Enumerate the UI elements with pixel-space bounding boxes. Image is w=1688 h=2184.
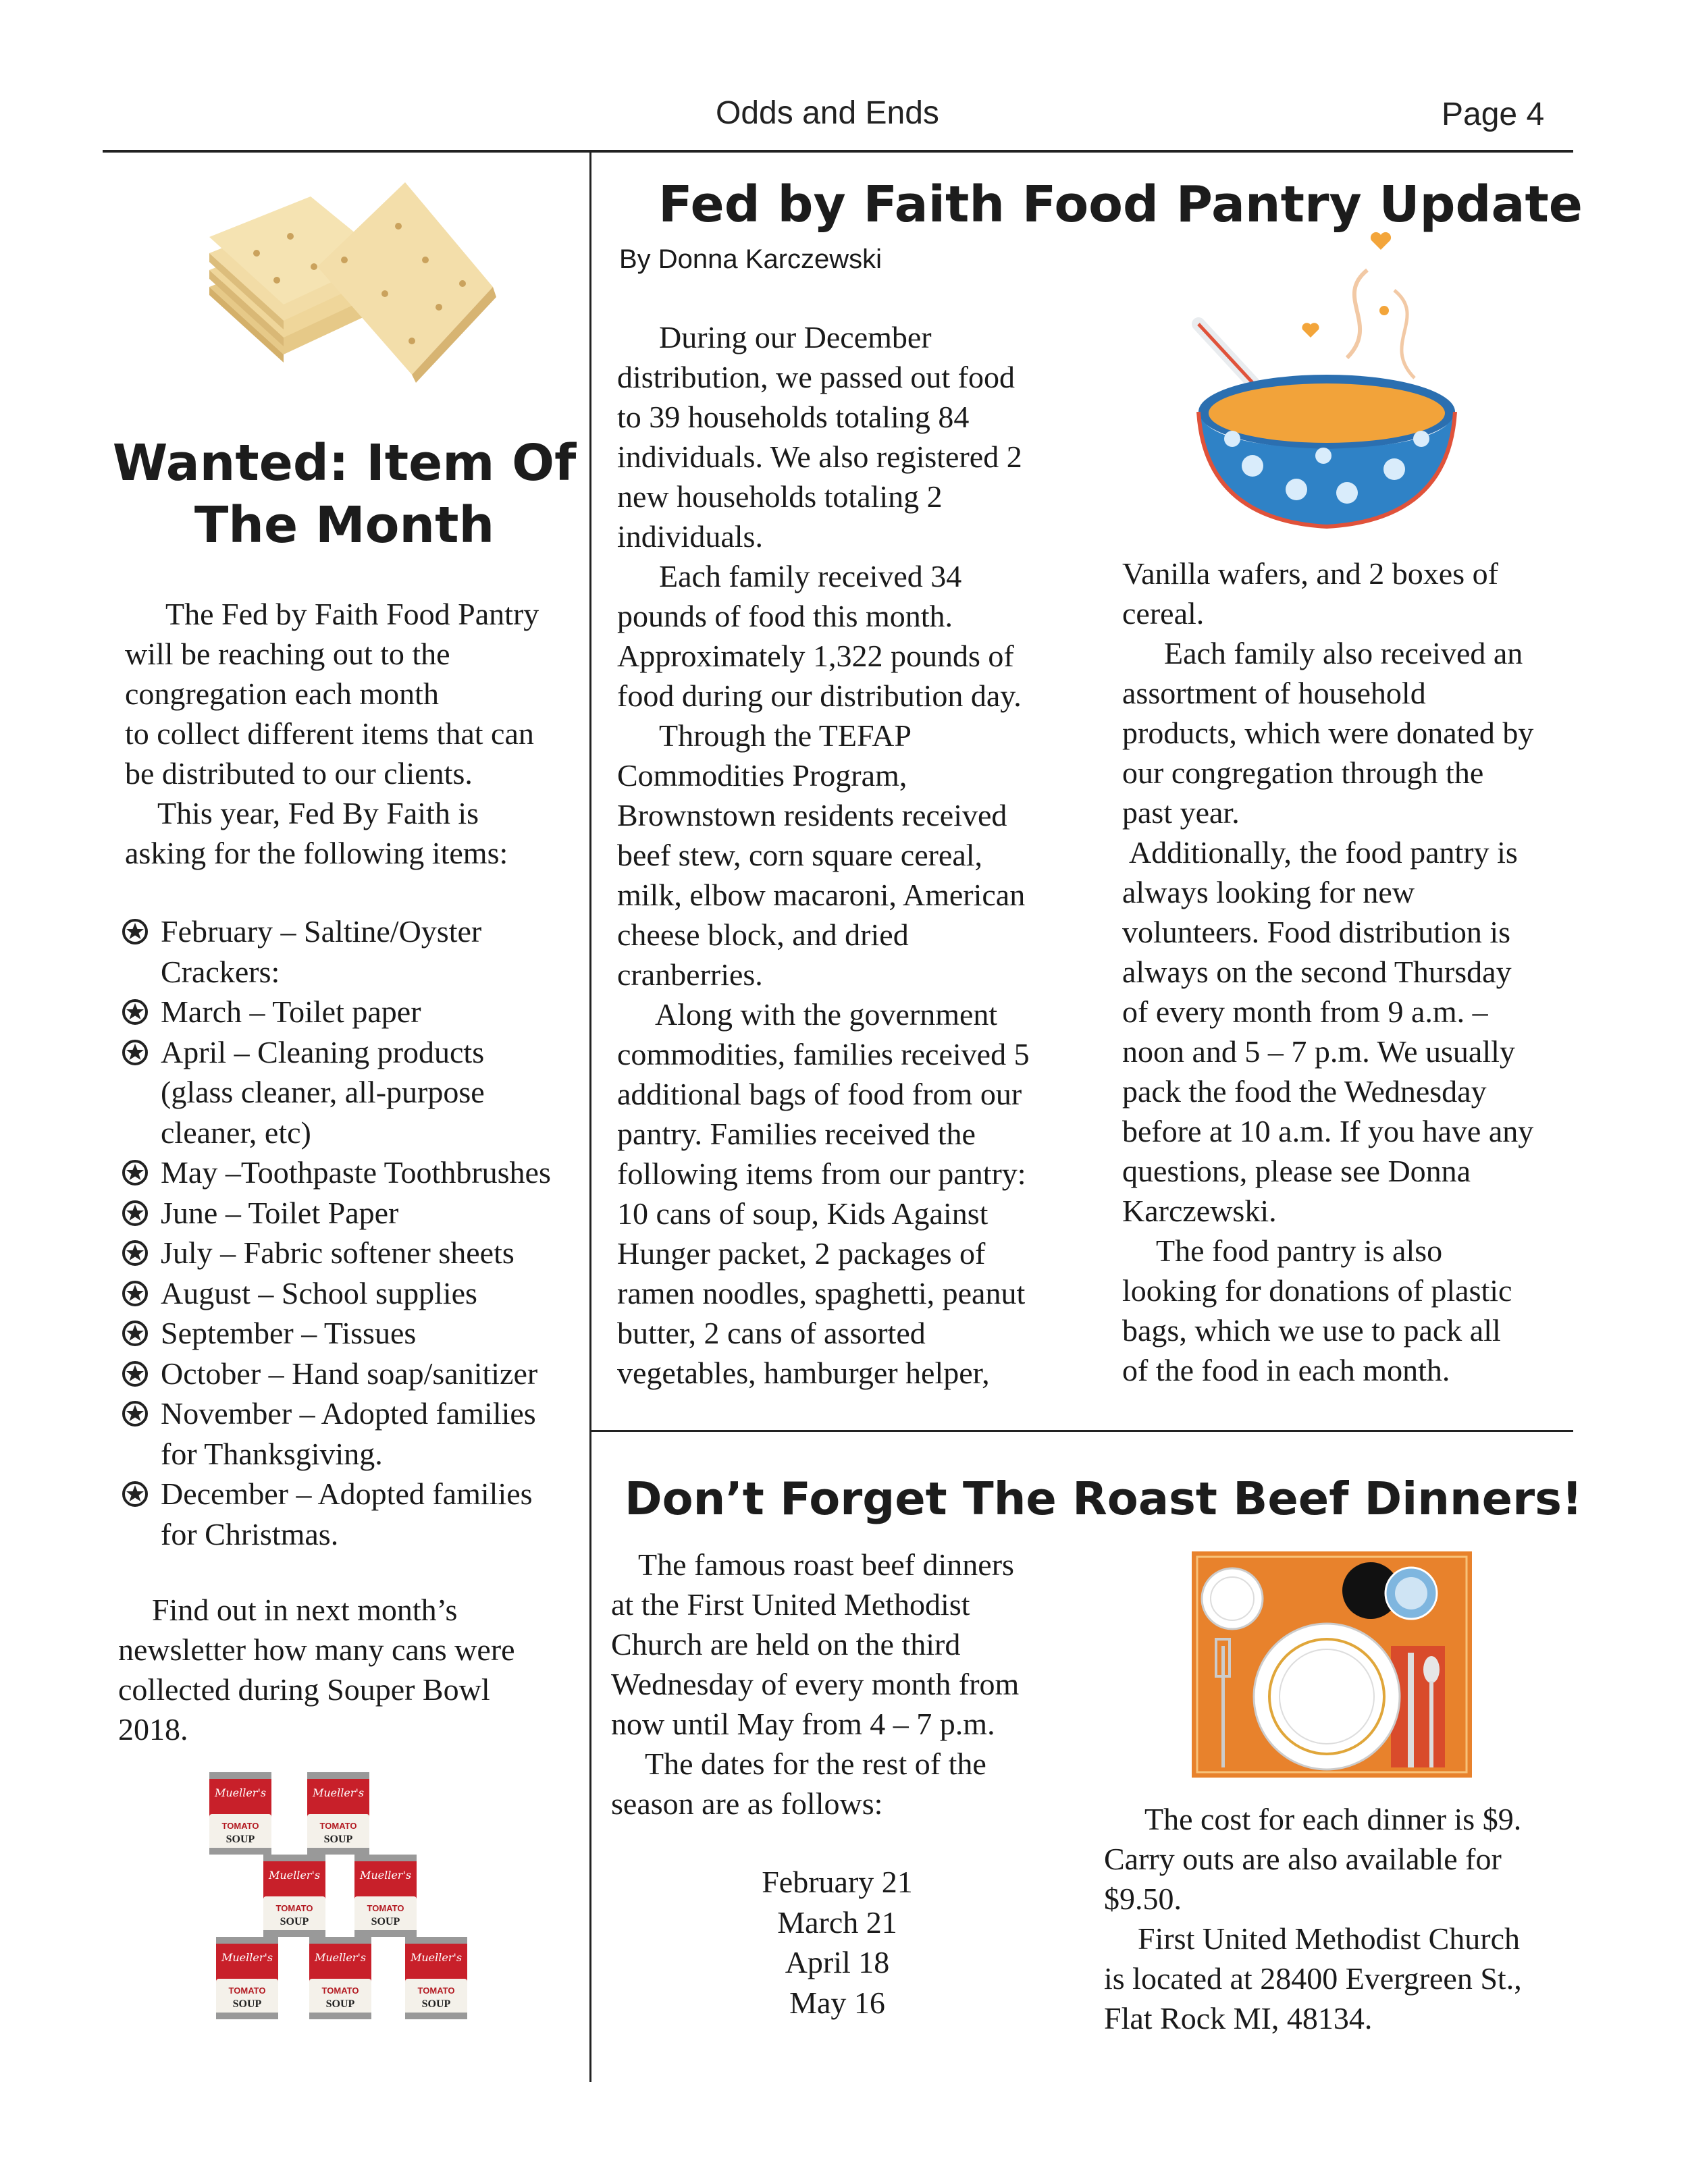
list-item-text: May –Toothpaste Toothbrushes xyxy=(161,1155,551,1190)
pantry-column-1 xyxy=(617,317,1063,1393)
text-line: past year. xyxy=(1122,795,1240,830)
text-line: 2018. xyxy=(118,1712,188,1747)
dinners-column-1 xyxy=(611,1545,1070,1823)
text-line: The food pantry is also xyxy=(1156,1233,1443,1268)
text-line: Vanilla wafers, and 2 boxes of xyxy=(1122,556,1498,591)
star-bullet-icon xyxy=(122,1481,149,1508)
text-line: Along with the government xyxy=(655,997,998,1032)
text-line: $9.50. xyxy=(1104,1882,1182,1916)
text-line: is located at 28400 Evergreen St., xyxy=(1104,1961,1522,1996)
text-line: distribution, we passed out food xyxy=(617,360,1015,394)
text-line: always on the second Thursday xyxy=(1122,955,1512,989)
text-line: Find out in next month’s xyxy=(152,1593,458,1627)
pantry-title: Fed by Faith Food Pantry Update xyxy=(658,176,1583,234)
soup-bowl-image xyxy=(1178,223,1475,540)
crackers-image xyxy=(196,172,506,388)
text-line: our congregation through the xyxy=(1122,755,1484,790)
souper-bowl-note xyxy=(118,1590,584,1749)
text-line: season are as follows: xyxy=(611,1786,883,1821)
date-item: April 18 xyxy=(785,1945,890,1979)
list-item-text: July – Fabric softener sheets xyxy=(161,1235,515,1270)
list-item-text: October – Hand soap/sanitizer xyxy=(161,1356,538,1391)
text-line: cranberries. xyxy=(617,957,763,992)
star-bullet-icon xyxy=(122,1039,149,1066)
text-line: pack the food the Wednesday xyxy=(1122,1074,1487,1109)
wanted-title-line1: Wanted: Item Of xyxy=(112,434,577,492)
list-item-text: April – Cleaning products xyxy=(161,1034,485,1069)
dinners-title: Don’t Forget The Roast Beef Dinners! xyxy=(625,1472,1583,1525)
text-line: cereal. xyxy=(1122,596,1205,631)
intro-line: to collect different items that can xyxy=(125,716,534,751)
list-item-text: Crackers: xyxy=(161,954,280,989)
text-line: following items from our pantry: xyxy=(617,1156,1026,1191)
wanted-title xyxy=(101,432,587,556)
list-item-text: November – Adopted families xyxy=(161,1396,536,1431)
text-line: to 39 households totaling 84 xyxy=(617,400,970,434)
text-line: The famous roast beef dinners xyxy=(638,1547,1014,1582)
star-bullet-icon xyxy=(122,1400,149,1427)
list-item xyxy=(122,1474,587,1554)
list-item xyxy=(122,1273,587,1314)
section-title: Odds and Ends xyxy=(716,95,939,131)
section-divider xyxy=(591,1430,1573,1432)
text-line: new households totaling 2 xyxy=(617,479,943,514)
text-line: Additionally, the food pantry is xyxy=(1129,835,1518,870)
list-item-text: June – Toilet Paper xyxy=(161,1195,399,1230)
list-item xyxy=(122,992,587,1032)
intro-line: will be reaching out to the xyxy=(125,637,450,671)
text-line: cheese block, and dried xyxy=(617,917,909,952)
text-line: vegetables, hamburger helper, xyxy=(617,1356,990,1390)
text-line: Hunger packet, 2 packages of xyxy=(617,1236,986,1271)
list-item-text: February – Saltine/Oyster xyxy=(161,914,482,949)
pantry-column-2 xyxy=(1122,554,1573,1390)
star-bullet-icon xyxy=(122,1320,149,1347)
star-bullet-icon xyxy=(122,1200,149,1227)
list-item-text: cleaner, etc) xyxy=(161,1115,311,1150)
can-label-tomato: TOMATO xyxy=(221,1821,259,1831)
list-item xyxy=(122,1393,587,1474)
text-line: assortment of household xyxy=(1122,676,1426,710)
date-item: March 21 xyxy=(777,1905,897,1940)
text-line: The cost for each dinner is $9. xyxy=(1144,1802,1522,1836)
text-line: of every month from 9 a.m. – xyxy=(1122,994,1488,1029)
text-line: now until May from 4 – 7 p.m. xyxy=(611,1707,995,1741)
star-bullet-icon xyxy=(122,1280,149,1307)
wanted-intro xyxy=(125,594,591,873)
text-line: of the food in each month. xyxy=(1122,1353,1450,1387)
text-line: products, which were donated by xyxy=(1122,716,1534,750)
text-line: noon and 5 – 7 p.m. We usually xyxy=(1122,1034,1515,1069)
list-item xyxy=(122,1193,587,1233)
text-line: food during our distribution day. xyxy=(617,678,1022,713)
text-line: always looking for new xyxy=(1122,875,1415,909)
intro-line: be distributed to our clients. xyxy=(125,756,473,791)
text-line: commodities, families received 5 xyxy=(617,1037,1030,1071)
text-line: before at 10 a.m. If you have any xyxy=(1122,1114,1534,1148)
text-line: Commodities Program, xyxy=(617,758,907,793)
list-item-text: September – Tissues xyxy=(161,1316,417,1350)
text-line: questions, please see Donna xyxy=(1122,1154,1471,1188)
dinner-dates xyxy=(699,1862,976,2023)
date-item: February 21 xyxy=(762,1865,913,1899)
text-line: additional bags of food from our xyxy=(617,1077,1022,1111)
text-line: Karczewski. xyxy=(1122,1194,1277,1228)
star-bullet-icon xyxy=(122,1240,149,1267)
list-item-text: for Thanksgiving. xyxy=(161,1436,383,1471)
list-item-text: December – Adopted families xyxy=(161,1476,533,1511)
text-line: Church are held on the third xyxy=(611,1627,961,1661)
list-item xyxy=(122,1032,587,1153)
intro-line: asking for the following items: xyxy=(125,836,508,870)
text-line: at the First United Methodist xyxy=(611,1587,970,1622)
text-line: Through the TEFAP xyxy=(659,718,912,753)
monthly-items-list xyxy=(122,911,587,1554)
text-line: looking for donations of plastic xyxy=(1122,1273,1512,1308)
intro-line: This year, Fed By Faith is xyxy=(157,796,479,830)
list-item xyxy=(122,1152,587,1193)
list-item xyxy=(122,911,587,992)
text-line: ramen noodles, spaghetti, peanut xyxy=(617,1276,1026,1310)
header-rule xyxy=(103,150,1573,153)
text-line: The dates for the rest of the xyxy=(645,1747,986,1781)
text-line: Wednesday of every month from xyxy=(611,1667,1020,1701)
text-line: First United Methodist Church xyxy=(1138,1921,1521,1956)
can-brand: Mueller's xyxy=(214,1786,267,1799)
star-bullet-icon xyxy=(122,1360,149,1387)
text-line: milk, elbow macaroni, American xyxy=(617,878,1026,912)
soup-can xyxy=(209,1772,271,1855)
wanted-title-line2: The Month xyxy=(194,496,495,554)
text-line: individuals. xyxy=(617,519,763,554)
heart-icon xyxy=(1371,232,1391,250)
text-line: newsletter how many cans were xyxy=(118,1632,515,1667)
text-line: bags, which we use to pack all xyxy=(1122,1313,1501,1348)
star-bullet-icon xyxy=(122,918,149,945)
list-item-text: August – School supplies xyxy=(161,1275,477,1310)
text-line: pounds of food this month. xyxy=(617,599,953,633)
text-line: Each family also received an xyxy=(1164,636,1523,670)
text-line: Approximately 1,322 pounds of xyxy=(617,639,1014,673)
soup-cans-image xyxy=(209,1772,493,2022)
list-item xyxy=(122,1233,587,1273)
text-line: butter, 2 cans of assorted xyxy=(617,1316,926,1350)
intro-line: The Fed by Faith Food Pantry xyxy=(165,597,539,631)
text-line: beef stew, corn square cereal, xyxy=(617,838,983,872)
star-bullet-icon xyxy=(122,1159,149,1186)
text-line: Flat Rock MI, 48134. xyxy=(1104,2001,1373,2035)
column-divider xyxy=(589,151,591,2082)
text-line: collected during Souper Bowl xyxy=(118,1672,490,1707)
can-label-soup: SOUP xyxy=(226,1834,255,1845)
star-bullet-icon xyxy=(122,998,149,1026)
text-line: individuals. We also registered 2 xyxy=(617,440,1022,474)
pantry-byline: By Donna Karczewski xyxy=(619,244,882,274)
list-item xyxy=(122,1354,587,1394)
text-line: volunteers. Food distribution is xyxy=(1122,915,1510,949)
text-line: pantry. Families received the xyxy=(617,1117,976,1151)
text-line: Carry outs are also available for xyxy=(1104,1842,1502,1876)
text-line: Each family received 34 xyxy=(659,559,962,593)
list-item-text: for Christmas. xyxy=(161,1516,339,1551)
text-line: During our December xyxy=(659,320,932,354)
date-item: May 16 xyxy=(789,1985,885,2020)
dinners-column-2 xyxy=(1104,1799,1577,2038)
list-item-text: (glass cleaner, all-purpose xyxy=(161,1075,485,1109)
place-setting-image xyxy=(1192,1551,1472,1778)
text-line: 10 cans of soup, Kids Against xyxy=(617,1196,988,1231)
list-item xyxy=(122,1313,587,1354)
intro-line: congregation each month xyxy=(125,676,439,711)
text-line: Brownstown residents received xyxy=(617,798,1007,832)
list-item-text: March – Toilet paper xyxy=(161,994,421,1029)
page-number: Page 4 xyxy=(1442,97,1545,132)
